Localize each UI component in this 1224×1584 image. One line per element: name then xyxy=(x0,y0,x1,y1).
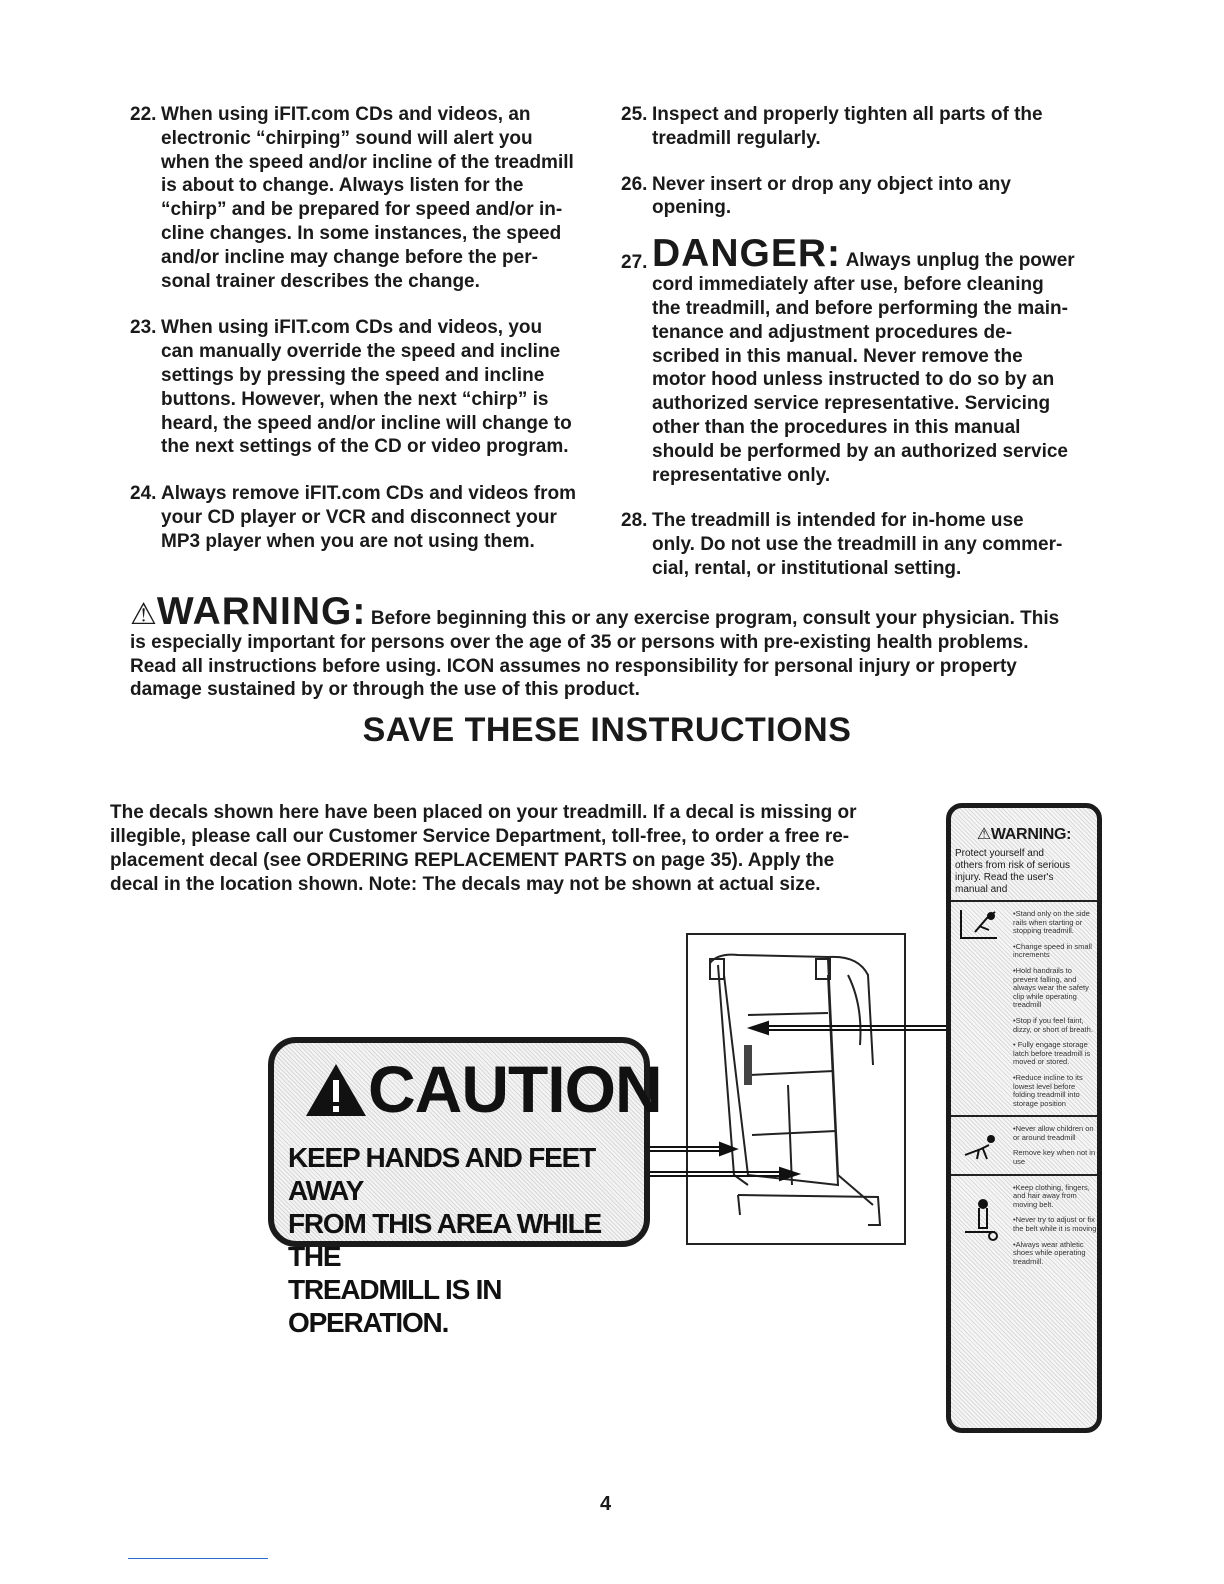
list-item xyxy=(130,482,600,553)
warning-word: WARNING: xyxy=(156,590,367,633)
item-number: 25. xyxy=(621,104,648,125)
item-number: 22. xyxy=(130,104,157,125)
decal-bullet: •Reduce incline to its lowest level before folding treadmill into storage position xyxy=(1013,1072,1083,1108)
arrow-lines xyxy=(640,1020,950,1195)
text-line: injury. Read the user's xyxy=(955,872,1054,883)
text-line: placement decal (see ORDERING REPLACEMENT PARTS on page 35). Apply the xyxy=(110,850,835,871)
text-line: settings by pressing the speed and incline xyxy=(161,364,545,386)
save-instructions-title: SAVE THESE INSTRUCTIONS xyxy=(362,711,852,749)
warning-block xyxy=(130,590,1090,702)
text-line: decal in the location shown. Note: The decals may not be shown at actual size. xyxy=(110,874,821,895)
page-number: 4 xyxy=(600,1493,612,1515)
text-line: scribed in this manual. Never remove the xyxy=(652,345,1023,367)
divider xyxy=(951,1115,1097,1117)
item-number: 27. xyxy=(621,252,648,274)
child-warning-icon xyxy=(961,1135,1001,1165)
caution-line: FROM THIS AREA WHILE THE xyxy=(288,1208,602,1272)
footer-rule xyxy=(128,1558,268,1559)
caution-line: TREADMILL IS IN OPERATION. xyxy=(288,1274,502,1338)
text-line: electronic “chirping” sound will alert you xyxy=(161,127,533,149)
text-line: manual and xyxy=(955,884,1008,895)
item-text xyxy=(621,103,1101,151)
text-line: is about to change. Always listen for the xyxy=(161,175,524,197)
hair-entanglement-icon xyxy=(961,1198,1001,1242)
danger-first-line: Always unplug the power xyxy=(845,250,1075,272)
text-line: authorized service representative. Servicing xyxy=(652,393,1051,415)
text-line: “chirp” and be prepared for speed and/or in- xyxy=(161,199,563,221)
decal-bullet: •Never try to adjust or fix the belt while it is moving xyxy=(1013,1215,1097,1234)
text-line: the next settings of the CD or video program. xyxy=(161,436,569,458)
item-number: 23. xyxy=(130,317,157,339)
item-number: 24. xyxy=(130,483,157,505)
text-line: should be performed by an authorized service xyxy=(652,440,1068,462)
left-column xyxy=(130,103,600,554)
caution-decal xyxy=(268,1037,662,1338)
item-text xyxy=(130,316,600,459)
decal-bullet: • Fully engage storage latch before treadmill is moved or stored. xyxy=(1013,1040,1091,1067)
item-text xyxy=(621,173,1101,221)
warning-icon: ⚠ xyxy=(130,598,157,631)
text-line: cord immediately after use, before cleaning xyxy=(652,274,1044,296)
text-line: and/or incline may change before the per- xyxy=(161,246,538,268)
decal-bullet: Remove key when not in use xyxy=(1013,1148,1096,1167)
text-line: sonal trainer describes the change. xyxy=(161,270,480,292)
danger-word: DANGER: xyxy=(652,232,841,276)
text-line: Protect yourself and xyxy=(955,848,1044,859)
list-item xyxy=(130,103,600,293)
warning-text xyxy=(130,631,1090,702)
text-line: Never insert or drop any object into any xyxy=(652,173,1011,195)
text-line: buttons. However, when the next “chirp” is xyxy=(161,388,549,410)
list-item xyxy=(621,509,1101,580)
text-line: is especially important for persons over the age of 35 or persons with pre-existing health problems. xyxy=(130,632,1029,653)
caution-text xyxy=(288,1141,644,1339)
decal-bullet: •Change speed in small increments xyxy=(1013,941,1092,960)
text-line: Inspect and properly tighten all parts of the xyxy=(652,104,1043,125)
warning-decal xyxy=(946,803,1102,1433)
text-line: motor hood unless instructed to do so by an xyxy=(652,369,1055,391)
item-text xyxy=(130,482,600,553)
decal-bullet: •Hold handrails to prevent falling, and always wear the safety clip while operating treadmill xyxy=(1013,965,1089,1010)
text-line: representative only. xyxy=(652,464,831,486)
warning-decal-intro xyxy=(951,844,1097,896)
caution-word: CAUTION xyxy=(368,1052,662,1126)
decal-bullet: •Keep clothing, fingers, and hair away from moving belt. xyxy=(1013,1182,1090,1209)
danger-heading xyxy=(652,232,1101,276)
text-line: your CD player or VCR and disconnect your xyxy=(161,506,557,528)
decal-bullet: •Never allow children on or around treadmill xyxy=(1013,1124,1094,1142)
item-text xyxy=(130,103,600,293)
text-line: heard, the speed and/or incline will change to xyxy=(161,412,572,434)
decal-bullet: •Always wear athletic shoes while operating treadmill. xyxy=(1013,1239,1086,1266)
warning-first-line: Before beginning this or any exercise program, consult your physician. This xyxy=(370,608,1060,629)
text-line: When using iFIT.com CDs and videos, an xyxy=(161,104,531,125)
decal-paragraph xyxy=(110,801,940,897)
danger-item xyxy=(621,234,1101,487)
divider xyxy=(951,900,1097,902)
text-line: can manually override the speed and incline xyxy=(161,341,561,363)
divider xyxy=(951,1174,1097,1176)
text-line: Always remove iFIT.com CDs and videos from xyxy=(161,483,576,505)
text-line: opening. xyxy=(652,197,732,219)
caution-line: KEEP HANDS AND FEET AWAY xyxy=(288,1142,596,1206)
text-line: MP3 player when you are not using them. xyxy=(161,530,535,552)
item-number: 28. xyxy=(621,510,648,532)
text-line: only. Do not use the treadmill in any commer- xyxy=(652,534,1063,556)
item-number: 26. xyxy=(621,173,648,195)
text-line: illegible, please call our Customer Service Department, toll-free, to order a free re- xyxy=(110,826,850,847)
person-on-treadmill-icon xyxy=(957,908,1001,942)
warning-decal-title: ⚠WARNING: xyxy=(976,826,1072,843)
text-line: Read all instructions before using. ICON assumes no responsibility for personal injury or property xyxy=(130,655,1017,677)
text-line: others from risk of serious xyxy=(955,860,1071,871)
right-column xyxy=(621,103,1101,581)
decal-bullet: •Stand only on the side rails when starting or stopping treadmill. xyxy=(1013,909,1090,936)
text-line: The decals shown here have been placed on your treadmill. If a decal is missing or xyxy=(110,802,857,823)
text-line: When using iFIT.com CDs and videos, you xyxy=(161,317,543,339)
list-item xyxy=(621,103,1101,151)
list-item xyxy=(621,173,1101,221)
text-line: damage sustained by or through the use of this product. xyxy=(130,679,640,700)
list-item xyxy=(130,316,600,459)
text-line: cial, rental, or institutional setting. xyxy=(652,557,962,579)
text-line: The treadmill is intended for in-home use xyxy=(652,510,1024,532)
text-line: cline changes. In some instances, the speed xyxy=(161,222,562,244)
text-line: tenance and adjustment procedures de- xyxy=(652,321,1013,343)
decal-bullet: •Stop if you feel faint, dizzy, or short of breath. xyxy=(1013,1015,1093,1034)
item-text xyxy=(621,509,1101,580)
text-line: the treadmill, and before performing the main- xyxy=(652,297,1068,319)
text-line: treadmill regularly. xyxy=(652,127,821,149)
text-line: other than the procedures in this manual xyxy=(652,416,1021,438)
text-line: when the speed and/or incline of the treadmill xyxy=(161,151,574,173)
caution-triangle-icon xyxy=(304,1062,368,1118)
item-text xyxy=(621,234,1101,487)
